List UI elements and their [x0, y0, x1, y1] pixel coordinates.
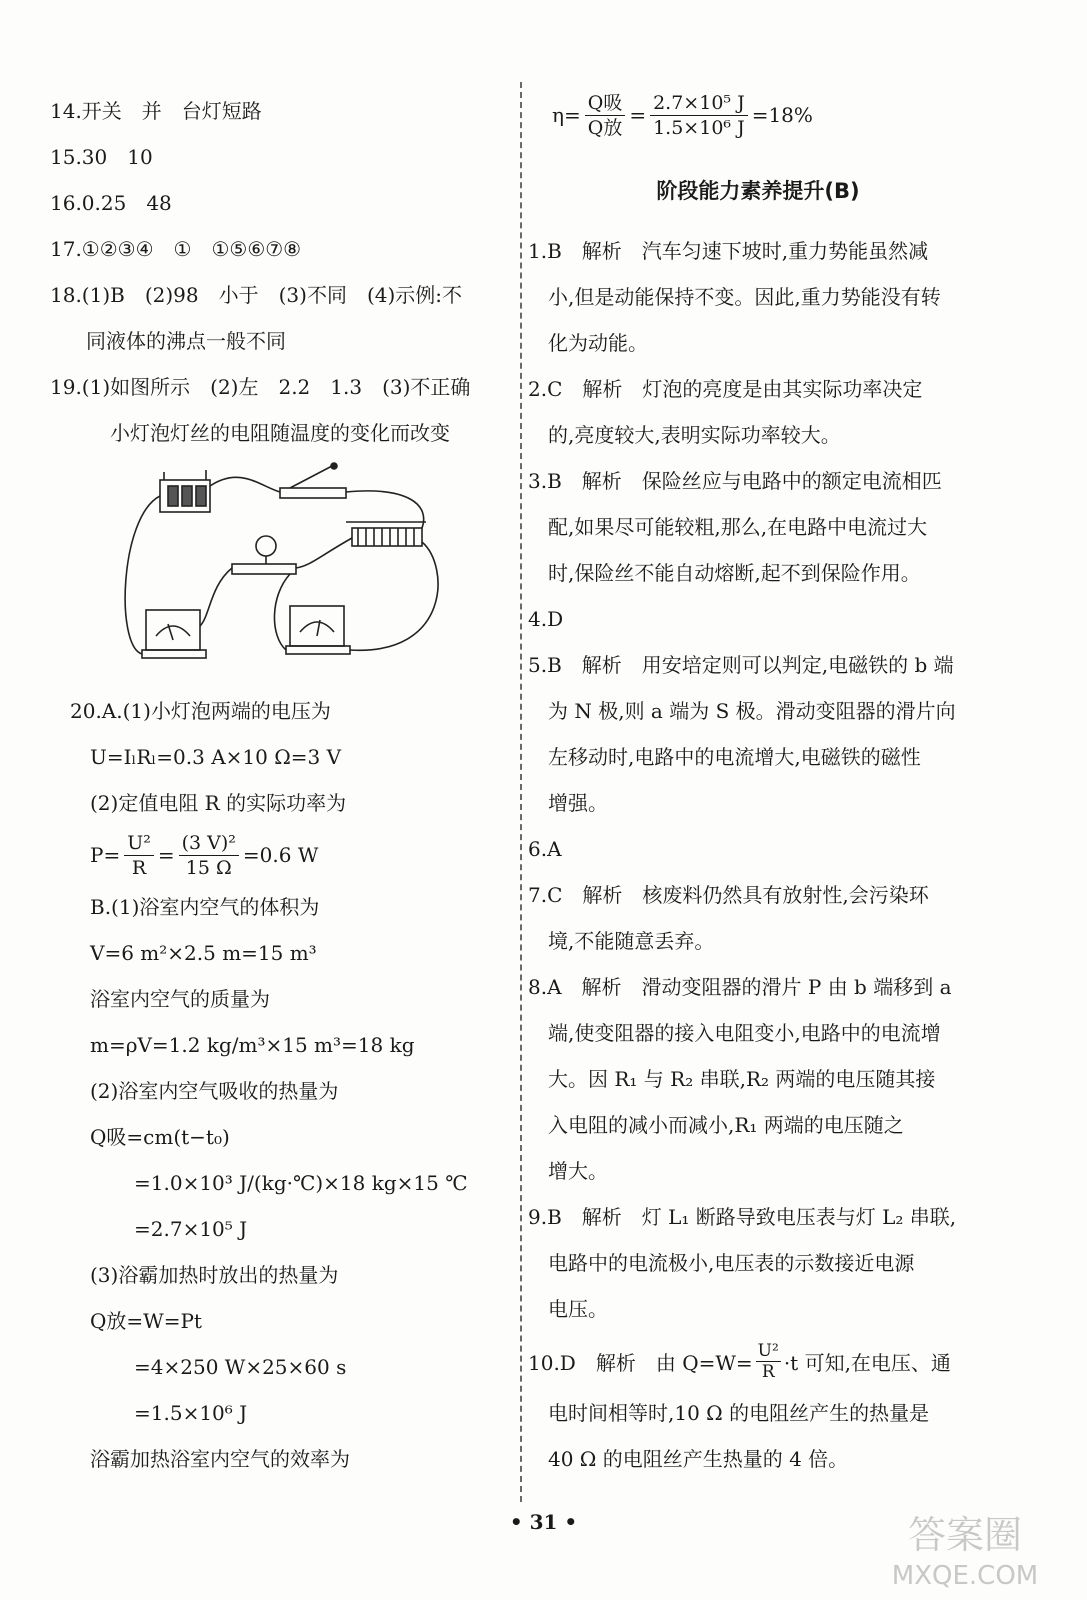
denominator: 15 Ω [185, 856, 232, 879]
answer-7-cont: 境,不能随意丢弃。 [548, 929, 715, 953]
fraction [179, 831, 239, 880]
left-column [50, 88, 510, 1482]
q20-b-eq5: =2.7×10⁵ J [134, 1217, 248, 1241]
numerator: (3 V)² [179, 831, 239, 856]
answer-5-cont: 增强。 [548, 791, 608, 815]
answer-10-post: ·t 可知,在电压、通 [783, 1350, 951, 1375]
q20-b-mass: 浴室内空气的质量为 [90, 987, 270, 1011]
answer-8-cont: 端,使变阻器的接入电阻变小,电路中的电流增 [548, 1021, 941, 1045]
answer-10-cont: 电时间相等时,10 Ω 的电阻丝产生的热量是 [548, 1401, 930, 1425]
answer-9-cont: 电压。 [548, 1297, 608, 1321]
answer-8-cont: 入电阻的减小而减小,R₁ 两端的电压随之 [548, 1113, 904, 1137]
q20-a-eq1: U=IₗRₗ=0.3 A×10 Ω=3 V [90, 745, 342, 769]
right-column [528, 88, 988, 1482]
fraction [756, 1341, 781, 1382]
voltmeter-icon [290, 606, 344, 646]
answer-3: 3.B 解析 保险丝应与电路中的额定电流相匹 [528, 469, 942, 493]
answer-17: 17.①②③④ ① ①⑤⑥⑦⑧ [50, 237, 302, 261]
answer-2: 2.C 解析 灯泡的亮度是由其实际功率决定 [528, 377, 923, 401]
answer-3-cont: 配,如果尽可能较粗,那么,在电路中电流过大 [548, 515, 928, 539]
answer-19-cont: 小灯泡灯丝的电阻随温度的变化而改变 [110, 421, 450, 445]
q20-b-eq4: =1.0×10³ J/(kg·℃)×18 kg×15 ℃ [134, 1171, 468, 1195]
q20-a-sub2: (2)定值电阻 R 的实际功率为 [90, 791, 347, 815]
column-divider [520, 82, 522, 1502]
answer-8-cont: 大。因 R₁ 与 R₂ 串联,R₂ 两端的电压随其接 [548, 1067, 936, 1091]
q20-b-eq2: m=ρV=1.2 kg/m³×15 m³=18 kg [90, 1033, 415, 1057]
answer-3-cont: 时,保险丝不能自动熔断,起不到保险作用。 [548, 561, 921, 585]
fraction [585, 91, 626, 140]
q20-b-eq6: Q放=W=Pt [90, 1309, 202, 1333]
answer-1: 1.B 解析 汽车匀速下坡时,重力势能虽然减 [528, 239, 929, 263]
q20-a-title: 20.A.(1)小灯泡两端的电压为 [70, 699, 331, 723]
q20-b-sub2: (2)浴室内空气吸收的热量为 [90, 1079, 339, 1103]
efficiency-formula [528, 88, 988, 142]
q20-b-eq8: =1.5×10⁶ J [134, 1401, 248, 1425]
q20-b-sub3: (3)浴霸加热时放出的热量为 [90, 1263, 339, 1287]
denominator: R [761, 1361, 775, 1382]
lamp-icon [232, 564, 296, 574]
answer-10-cont: 40 Ω 的电阻丝产生热量的 4 倍。 [548, 1447, 849, 1471]
answer-10 [528, 1332, 988, 1390]
eq-mid: = [629, 103, 647, 127]
switch-icon [280, 488, 346, 498]
eq-mid: = [157, 843, 175, 867]
answer-7: 7.C 解析 核废料仍然具有放射性,会污染环 [528, 883, 929, 907]
answer-8: 8.A 解析 滑动变阻器的滑片 P 由 b 端移到 a [528, 975, 952, 999]
answer-16: 16.0.25 48 [50, 191, 172, 215]
answer-9: 9.B 解析 灯 L₁ 断路导致电压表与灯 L₂ 串联, [528, 1205, 957, 1229]
ammeter-icon [146, 610, 200, 650]
fraction [650, 91, 748, 140]
denominator: Q放 [587, 116, 623, 139]
watermark-line2: MXQE.COM [891, 1561, 1039, 1591]
eq-rhs: =0.6 W [242, 843, 319, 867]
watermark-line1: 答案圈 [907, 1513, 1023, 1557]
section-title: 阶段能力素养提升(B) [656, 179, 860, 203]
answer-18: 18.(1)B (2)98 小于 (3)不同 (4)示例:不 [50, 283, 463, 307]
numerator: Q吸 [585, 91, 626, 116]
answer-1-cont: 小,但是动能保持不变。因此,重力势能没有转 [548, 285, 941, 309]
watermark-logo [865, 1504, 1065, 1594]
answer-10-pre: 10.D 解析 由 Q=W= [528, 1350, 753, 1375]
answer-19: 19.(1)如图所示 (2)左 2.2 1.3 (3)不正确 [50, 375, 471, 399]
answer-15: 15.30 10 [50, 145, 153, 169]
circuit-diagram [120, 456, 440, 670]
answer-5-cont: 为 N 极,则 a 端为 S 极。滑动变阻器的滑片向 [548, 699, 956, 723]
rheostat-icon [352, 528, 422, 546]
answer-9-cont: 电路中的电流极小,电压表的示数接近电源 [548, 1251, 915, 1275]
q20-b-title: B.(1)浴室内空气的体积为 [90, 895, 320, 919]
eq-lhs: P= [90, 843, 121, 867]
denominator: R [131, 856, 147, 879]
numerator: U² [124, 831, 154, 856]
answer-5-cont: 左移动时,电路中的电流增大,电磁铁的磁性 [548, 745, 921, 769]
numerator: U² [757, 1340, 779, 1361]
q20-b-eq7: =4×250 W×25×60 s [134, 1355, 347, 1379]
denominator: 1.5×10⁶ J [653, 116, 745, 139]
page-number: • 31 • [509, 1510, 578, 1534]
answer-14: 14.开关 并 台灯短路 [50, 99, 262, 123]
q20-b-eq3: Q吸=cm(t−t₀) [90, 1125, 230, 1149]
q20-b-eff: 浴霸加热浴室内空气的效率为 [90, 1447, 350, 1471]
answer-2-cont: 的,亮度较大,表明实际功率较大。 [548, 423, 841, 447]
q20-b-eq1: V=6 m²×2.5 m=15 m³ [90, 941, 317, 965]
answer-6: 6.A [528, 837, 562, 861]
numerator: 2.7×10⁵ J [650, 91, 748, 116]
answer-1-cont: 化为动能。 [548, 331, 648, 355]
q20-a-eq2 [50, 826, 510, 884]
eq-lhs: η= [552, 103, 581, 127]
answer-4: 4.D [528, 607, 564, 631]
answer-18-cont: 同液体的沸点一般不同 [86, 329, 286, 353]
fraction [124, 831, 154, 880]
answer-8-cont: 增大。 [548, 1159, 608, 1183]
answer-5: 5.B 解析 用安培定则可以判定,电磁铁的 b 端 [528, 653, 954, 677]
eq-rhs: =18% [751, 103, 813, 127]
